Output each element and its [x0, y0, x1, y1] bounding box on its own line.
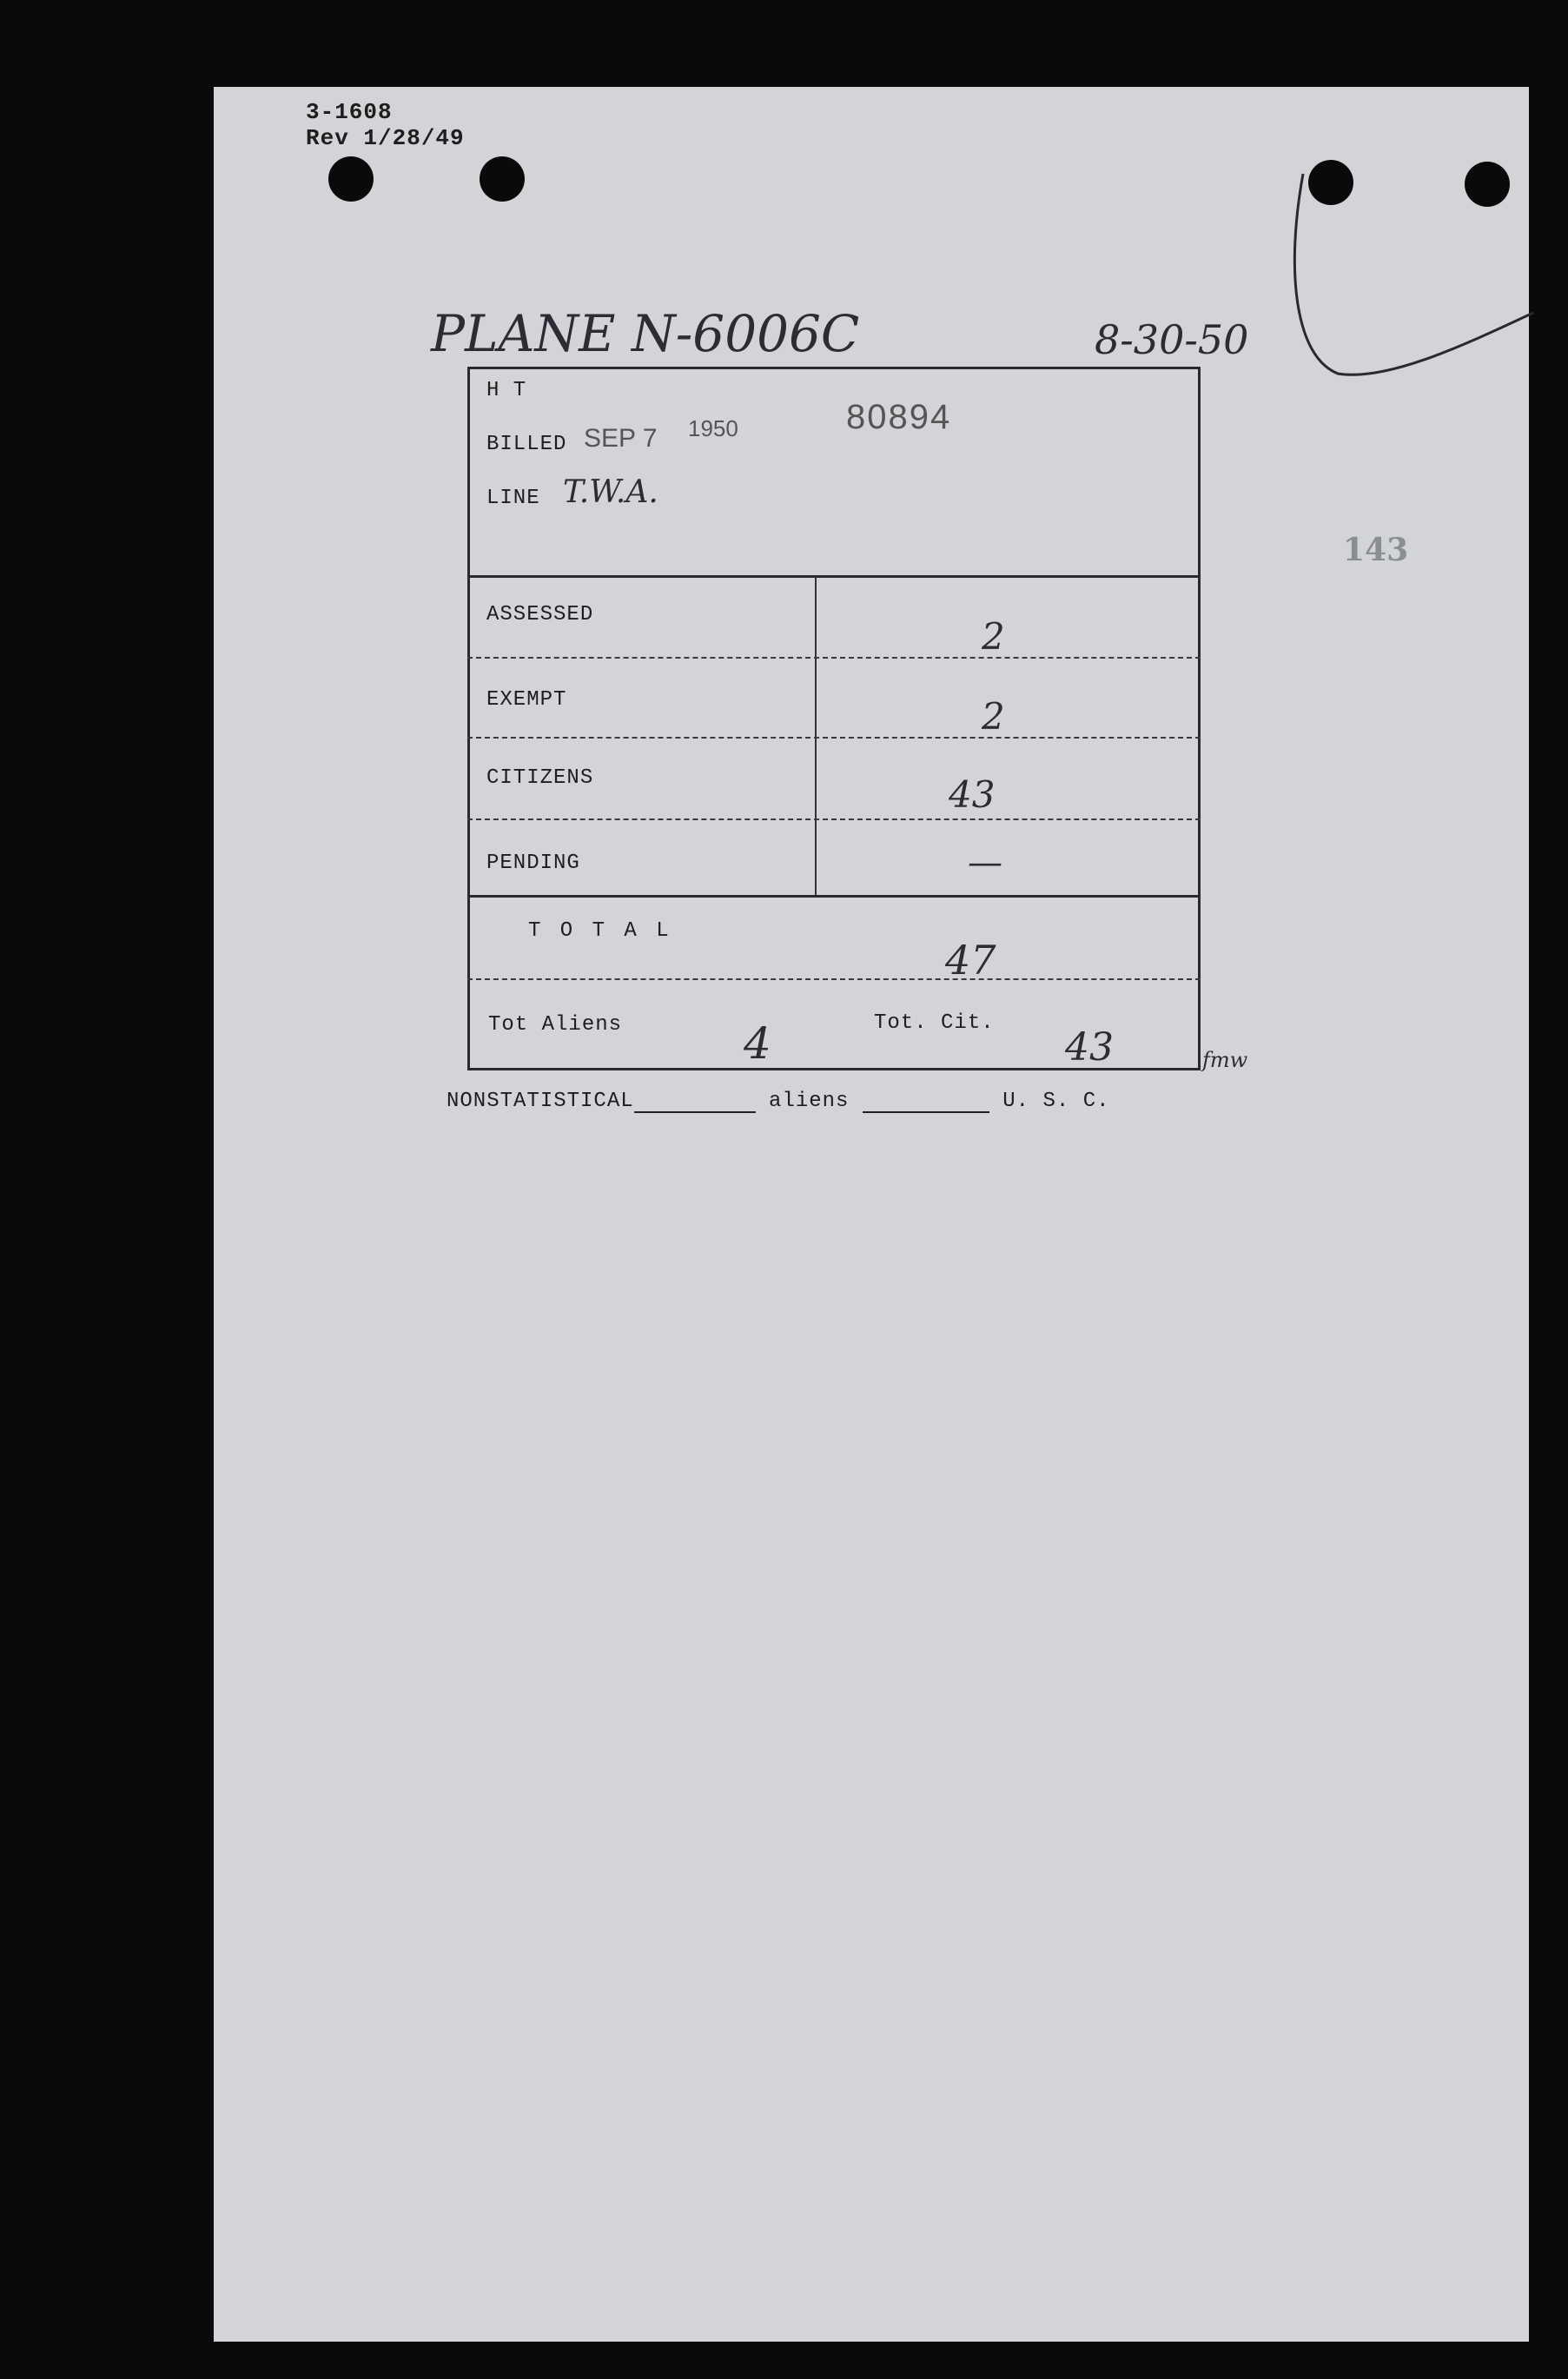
exempt-label: EXEMPT — [486, 688, 567, 712]
tot-aliens-value: 4 — [744, 1018, 771, 1069]
form-code: 3-1608 — [306, 99, 393, 125]
inspector-initials: fmw — [1202, 1048, 1248, 1072]
billed-year-stamp: 1950 — [688, 415, 738, 441]
pending-value: — — [968, 843, 1002, 883]
form-revision: Rev 1/28/49 — [306, 125, 465, 151]
total-value: 47 — [945, 937, 996, 984]
punch-hole-1 — [328, 156, 374, 202]
assessed-value: 2 — [982, 615, 1005, 658]
nonstatistical-blank — [634, 1092, 756, 1113]
exempt-value: 2 — [982, 695, 1005, 738]
total-divider — [467, 978, 1201, 980]
plane-number: PLANE N-6006C — [431, 304, 860, 363]
pencil-curve-mark — [1286, 165, 1538, 391]
citizens-value: 43 — [949, 773, 996, 816]
tot-cit-label: Tot. Cit. — [874, 1011, 995, 1035]
billing-number: 80894 — [846, 398, 952, 436]
usc-label: U. S. C. — [1002, 1090, 1110, 1113]
billed-date-stamp: SEP 7 — [584, 424, 658, 453]
total-label: T O T A L — [528, 919, 672, 943]
line-label: LINE — [486, 487, 540, 510]
pending-label: PENDING — [486, 852, 580, 875]
page-number: 143 — [1343, 532, 1409, 568]
tot-aliens-label: Tot Aliens — [488, 1013, 623, 1037]
nonstatistical-line — [447, 1090, 1110, 1113]
ht-label: H T — [486, 379, 527, 402]
tot-cit-value: 43 — [1065, 1025, 1114, 1070]
row-divider-1 — [467, 657, 1201, 659]
row-divider-2 — [467, 737, 1201, 739]
citizens-label: CITIZENS — [486, 766, 594, 790]
nonstatistical-label: NONSTATISTICAL — [447, 1090, 634, 1113]
airline-value: T.W.A. — [563, 474, 658, 510]
arrival-date: 8-30-50 — [1095, 316, 1249, 363]
column-divider — [815, 577, 817, 895]
assessed-label: ASSESSED — [486, 603, 594, 626]
aliens-label: aliens — [769, 1090, 850, 1113]
row-divider-3 — [467, 818, 1201, 820]
aliens-blank — [863, 1092, 989, 1113]
header-divider — [467, 575, 1201, 578]
billed-label: BILLED — [486, 433, 567, 456]
row-divider-4 — [467, 895, 1201, 898]
manifest-summary-box — [467, 367, 1201, 1070]
punch-hole-2 — [480, 156, 525, 202]
